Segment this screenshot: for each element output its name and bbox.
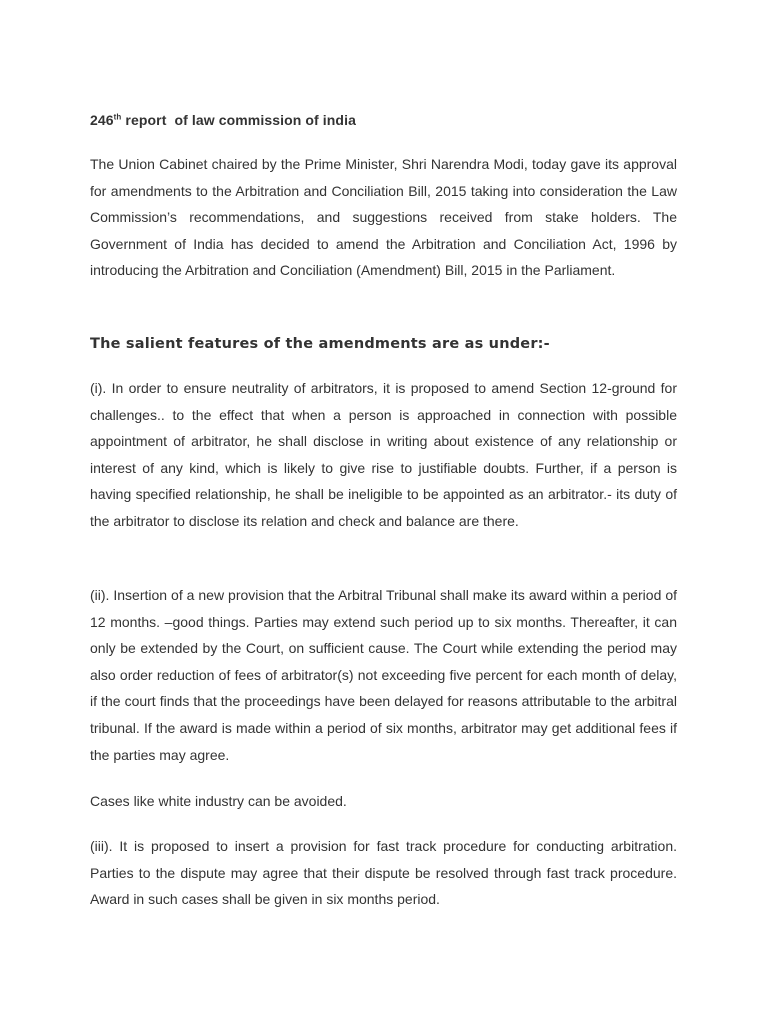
item-i-paragraph: (i). In order to ensure neutrality of arbitrators, it is proposed to amend Section 12-ground for challenges.. to the effect that when a person is approached in connection with possible appointment of arbitrator, he shall disclose in writing about existence of any relationship or interest of any kind, which is likely to give rise to justifiable doubts. Further, if a person is having specified relationship, he shall be ineligible to be appointed as an arbitrator.- its duty of the arbitrator to disclose its relation and check and balance are there. <box>90 380 677 529</box>
item-ii-paragraph: (ii). Insertion of a new provision that the Arbitral Tribunal shall make its award within a period of 12 months. –good things. Parties may extend such period up to six months. Thereafter, it can only be extended by the Court, on sufficient cause. The Court while extending the period may also order reduction of fees of arbitrator(s) not exceeding five percent for each month of delay, if the court finds that the proceedings have been delayed for reasons attributable to the arbitral tribunal. If the award is made within a period of six months, arbitrator may get additional fees if the parties may agree. <box>90 587 677 763</box>
document-title <box>90 110 356 130</box>
title-superscript: th <box>113 112 122 122</box>
title-text: report of law commission of india <box>121 112 356 128</box>
item-iii-paragraph: (iii). It is proposed to insert a provision for fast track procedure for conducting arbitration. Parties to the dispute may agree that their dispute be resolved through fast track procedure. Award in such cases shall be given in six months period. <box>90 838 677 908</box>
title-number: 246 <box>90 112 114 128</box>
intro-paragraph: The Union Cabinet chaired by the Prime Minister, Shri Narendra Modi, today gave its approval for amendments to the Arbitration and Conciliation Bill, 2015 taking into consideration the Law Commission’s recommendations, and suggestions received from stake holders. The Government of India has decided to amend the Arbitration and Conciliation Act, 1996 by introducing the Arbitration and Conciliation (Amendment) Bill, 2015 in the Parliament. <box>90 156 677 279</box>
salient-features-heading: The salient features of the amendments are as under:- <box>90 336 550 352</box>
white-industry-paragraph: Cases like white industry can be avoided. <box>90 793 347 809</box>
